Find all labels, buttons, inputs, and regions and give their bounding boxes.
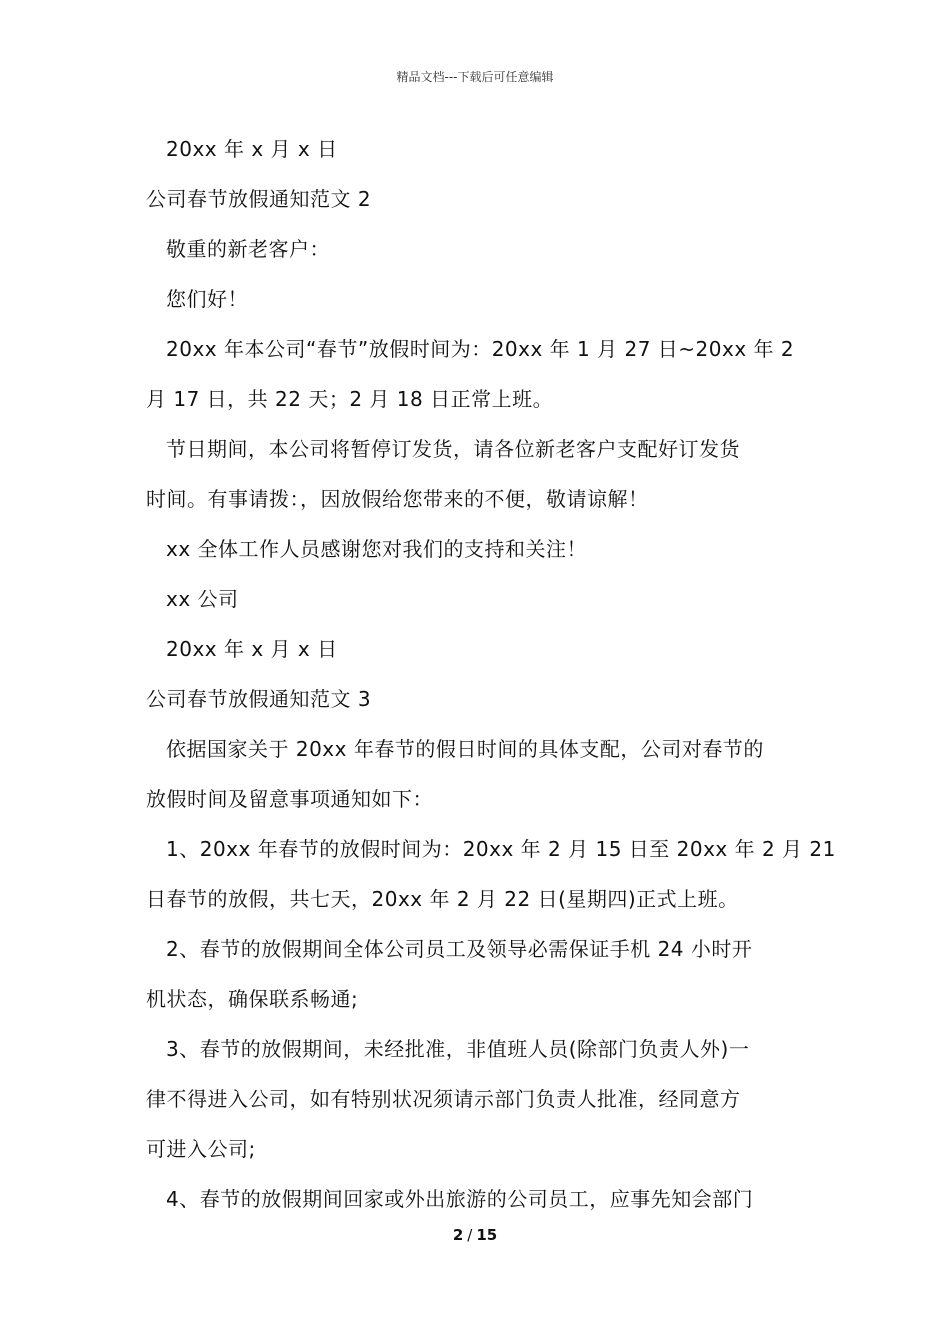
list-item-line: 可进入公司; — [146, 1137, 256, 1161]
page-number — [0, 1226, 950, 1244]
list-item-line: 日春节的放假，共七天，20xx 年 2 月 22 日(星期四)正式上班。 — [146, 887, 739, 911]
list-item-line: 4、春节的放假期间回家或外出旅游的公司员工，应事先知会部门 — [166, 1187, 754, 1211]
page-header: 精品文档---下载后可任意编辑 — [396, 70, 554, 84]
list-item-line: 3、春节的放假期间，未经批准，非值班人员(除部门负责人外)一 — [166, 1037, 750, 1061]
date-line: 20xx 年 x 月 x 日 — [166, 637, 338, 661]
date-line: 20xx 年 x 月 x 日 — [166, 137, 338, 161]
list-item-line: 机状态，确保联系畅通; — [146, 987, 359, 1011]
paragraph-line: 放假时间及留意事项通知如下： — [146, 787, 433, 811]
signature-company: xx 公司 — [166, 587, 239, 611]
current-page: 2 — [452, 1226, 464, 1244]
paragraph-line: xx 全体工作人员感谢您对我们的支持和关注！ — [166, 537, 588, 561]
greeting: 您们好！ — [166, 287, 248, 311]
salutation: 敬重的新老客户： — [166, 237, 330, 261]
paragraph-line: 20xx 年本公司“春节”放假时间为：20xx 年 1 月 27 日~20xx 年 2 — [166, 337, 795, 361]
paragraph-line: 时间。有事请拨：，因放假给您带来的不便，敬请谅解！ — [146, 487, 649, 511]
list-item-line: 2、春节的放假期间全体公司员工及领导必需保证手机 24 小时开 — [166, 937, 753, 961]
section-title: 公司春节放假通知范文 3 — [146, 687, 372, 711]
page-separator: / — [467, 1226, 473, 1244]
section-title: 公司春节放假通知范文 2 — [146, 187, 372, 211]
paragraph-line: 节日期间，本公司将暂停订发货，请各位新老客户支配好订发货 — [166, 437, 740, 461]
document-body — [146, 124, 836, 1224]
paragraph-line: 月 17 日，共 22 天；2 月 18 日正常上班。 — [146, 387, 554, 411]
list-item-line: 1、20xx 年春节的放假时间为：20xx 年 2 月 15 日至 20xx 年 2 月 21 — [166, 837, 836, 861]
paragraph-line: 依据国家关于 20xx 年春节的假日时间的具体支配，公司对春节的 — [166, 737, 764, 761]
list-item-line: 律不得进入公司，如有特别状况须请示部门负责人批准，经同意方 — [146, 1087, 741, 1111]
total-pages: 15 — [476, 1226, 498, 1244]
